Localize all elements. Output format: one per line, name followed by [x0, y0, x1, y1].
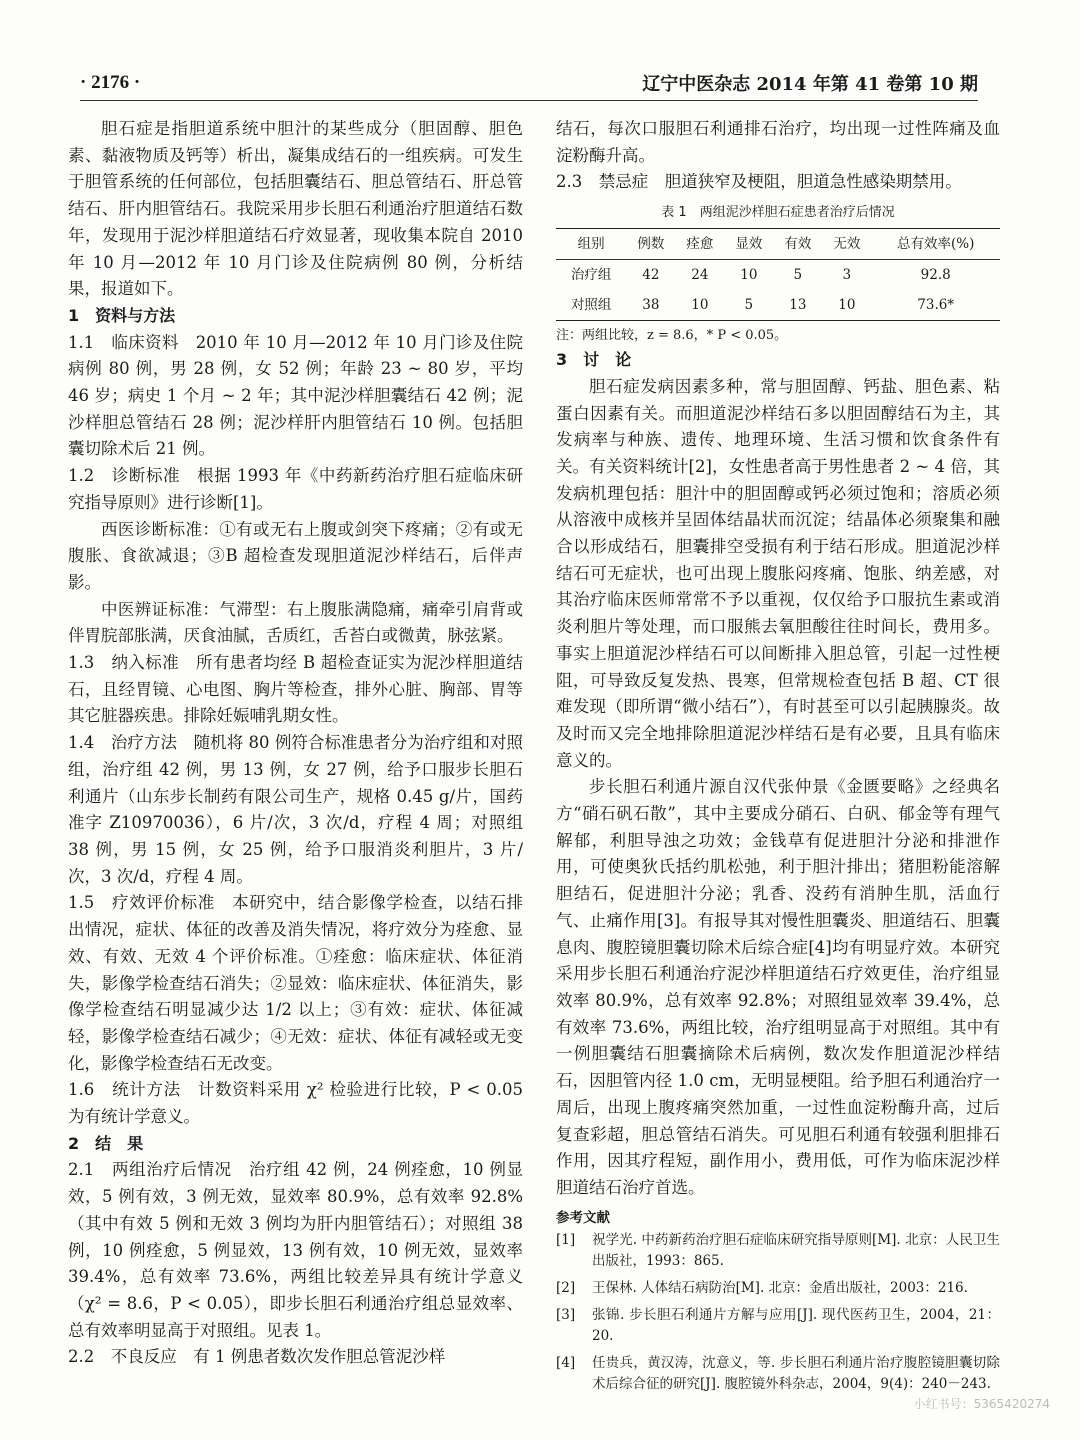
- section-3-heading: 3 讨 论: [556, 350, 632, 370]
- table-row: [556, 260, 1000, 291]
- reference-text: 张锦. 步长胆石利通片方解与应用[J]. 现代医药卫生，2004，21：20.: [592, 1306, 1000, 1344]
- discussion-paragraph-1: 胆石症发病因素多种，常与胆固醇、钙盐、胆色素、粘蛋白因素有关。而胆道泥沙样结石多以胆固醇结石为主，其发病率与种族、遗传、地理环境、生活习惯和饮食条件有关。有关资料统计[2]，女性患者高于男性患者 2 ~ 4 倍，其发病机理包括：胆汁中的胆固醇或钙必须过饱和；溶质必须从溶液中成核并呈固体结晶状而沉淀；结晶体必须聚集和融合以形成结石，胆囊排空受损有利于结石形成。胆道泥沙样结石可无症状，也可出现上腹胀闷疼痛、饱胀、纳差感，对其治疗临床医师常常不予以重视，仅仅给予口服抗生素或消炎利胆片等处理，而口服熊去氧胆酸往往时间长，费用多。事实上胆道泥沙样结石可以间断排入胆总管，引起一过性梗阻，可导致反复发热、畏寒，但常规检查包括 B 超、CT 很难发现（即所谓“微小结石”），有时甚至可以引起胰腺炎。故及时而又完全地排除胆道泥沙样结石是有必要，且具有临床意义的。: [556, 376, 1000, 770]
- section-1-4: [68, 730, 523, 890]
- section-1-2-text: 根据 1993 年《中药新药治疗胆石症临床研究指导原则》进行诊断[1]。: [68, 466, 524, 512]
- table-cell: 5: [744, 297, 754, 314]
- section-1-1-title: 1.1 临床资料: [68, 332, 179, 352]
- table-cell: 10: [740, 267, 758, 284]
- section-1-5: [68, 890, 523, 1077]
- table-cell: 治疗组: [570, 267, 612, 284]
- table-header-cell: 显效: [735, 236, 763, 253]
- section-1-1-text: 2010 年 10 月—2012 年 10 月门诊及住院病例 80 例，男 28 例，女 52 例；年龄 23 ~ 80 岁，平均 46 岁；病史 1 个月 ~ 2 年；其中泥沙样胆囊结石 42 例；泥沙样胆总管结石 28 例；泥沙样肝内胆管结石 10 例。包括胆囊切除术后 21 例。: [68, 332, 523, 459]
- table-cell: 73.6*: [917, 297, 955, 314]
- section-1-6: [68, 1077, 523, 1130]
- section-2-1-text: 治疗组 42 例，24 例痊愈，10 例显效，5 例有效，3 例无效，显效率 80.9%，总有效率 92.8%（其中有效 5 例和无效 3 例均为肝内胆管结石）；对照组 38 例，10 例痊愈，5 例显效，13 例有效，10 例无效，显效率 39.4%，总有效率 73.6%，两组比较差异具有统计学意义（χ² = 8.6，P < 0.05），即步长胆石利通治疗组总显效率、总有效率明显高于对照组。见表 1。: [68, 1160, 524, 1340]
- section-1-4-title: 1.4 治疗方法: [68, 733, 178, 753]
- table-header-cell: 总有效率(%): [896, 236, 975, 253]
- table-cell: 10: [838, 297, 856, 314]
- references-heading: 参考文献: [556, 1209, 610, 1226]
- results-table: [556, 228, 1000, 321]
- section-1-heading: 1 资料与方法: [68, 305, 176, 325]
- table-header-cell: 有效: [784, 236, 812, 253]
- section-2-3-text: 胆道狭窄及梗阻，胆道急性感染期禁用。: [664, 172, 962, 192]
- tcm-criteria: 中医辨证标准：气滞型：右上腹胀满隐痛，痛牵引肩背或伴胃脘部胀满，厌食油腻，舌质红，舌苔白或微黄，脉弦紧。: [68, 599, 523, 646]
- table-cell: 5: [793, 267, 803, 284]
- reference-text: 祝学光. 中药新药治疗胆石症临床研究指导原则[M]. 北京：人民卫生出版社，1993：865.: [592, 1231, 1000, 1269]
- watermark: 小红书号：5365420274: [913, 1397, 1050, 1411]
- page-number: · 2176 ·: [80, 72, 141, 93]
- left-column: [68, 116, 523, 1371]
- section-2-2-title: 2.2 不良反应: [68, 1347, 177, 1367]
- reference-number: [2]: [556, 1279, 576, 1296]
- journal-title: 辽宁中医杂志 2014 年第 41 卷第 10 期: [642, 74, 978, 95]
- page-header: [80, 66, 978, 101]
- right-column: [556, 116, 1000, 1401]
- section-1-6-text: 计数资料采用 χ² 检验进行比较，P < 0.05 为有统计学意义。: [68, 1080, 524, 1127]
- table-header-cell: 痊愈: [686, 236, 714, 253]
- reference-text: 任贵兵，黄汉涛，沈意义，等. 步长胆石利通片治疗腹腔镜胆囊切除术后综合征的研究[J]. 腹腔镜外科杂志，2004，9(4)：240－243.: [592, 1354, 1000, 1392]
- discussion-paragraph-2: 步长胆石利通片源自汉代张仲景《金匮要略》之经典名方“硝石矾石散”，其中主要成分硝石、白矾、郁金等有理气解郁，利胆导浊之功效；金钱草有促进胆汁分泌和排泄作用，可使奥狄氏括约肌松弛，利于胆汁排出；猪胆粉能溶解胆结石，促进胆汁分泌；乳香、没药有消肿生肌，活血行气、止痛作用[3]。有报导其对慢性胆囊炎、胆道结石、胆囊息肉、腹腔镜胆囊切除术后综合症[4]均有明显疗效。本研究采用步长胆石利通治疗泥沙样胆道结石疗效更佳，治疗组显效率 80.9%，总有效率 92.8%；对照组显效率 39.4%，总有效率 73.6%，两组比较，治疗组明显高于对照组。其中有一例胆囊结石胆囊摘除术后病例，数次发作胆道泥沙样结石，因胆管内径 1.0 cm，无明显梗阻。给予胆石利通治疗一周后，出现上腹疼痛突然加重，一过性血淀粉酶升高，过后复查彩超，胆总管结石消失。可见胆石利通有较强利胆排石作用，因其疗程短，副作用小，费用低，可作为临床泥沙样胆道结石治疗首选。: [556, 777, 1000, 1197]
- table-cell: 92.8: [920, 267, 951, 284]
- section-1-4-text: 随机将 80 例符合标准患者分为治疗组和对照组，治疗组 42 例，男 13 例，女 27 例，给予口服步长胆石利通片（山东步长制药有限公司生产，规格 0.45 g/片，国药准字 Z10970036），6 片/次，3 次/d，疗程 4 周；对照组 38 例，男 15 例，女 25 例，给予口服消炎利胆片，3 片/次，3 次/d，疗程 4 周。: [68, 733, 523, 886]
- reference-item: [556, 1353, 1000, 1395]
- reference-number: [1]: [556, 1231, 576, 1248]
- reference-item: [556, 1305, 1000, 1347]
- table-header-cell: 例数: [637, 236, 665, 253]
- section-1-5-title: 1.5 疗效评价标准: [68, 893, 215, 913]
- section-2-1-title: 2.1 两组治疗后情况: [68, 1160, 232, 1180]
- western-criteria: 西医诊断标准：①有或无右上腹或剑突下疼痛；②有或无腹胀、食欲减退；③B 超检查发现胆道泥沙样结石，后伴声影。: [68, 519, 523, 592]
- table-cell: 42: [642, 267, 660, 284]
- intro-paragraph: 胆石症是指胆道系统中胆汁的某些成分（胆固醇、胆色素、黏液物质及钙等）析出，凝集成结石的一组疾病。可发生于胆管系统的任何部位，包括胆囊结石、胆总管结石、肝总管结石、肝内胆管结石。我院采用步长胆石利通治疗胆道结石数年，发现用于泥沙样胆道结石疗效显著，现收集本院自 2010 年 10 月—2012 年 10 月门诊及住院病例 80 例，分析结果，报道如下。: [68, 119, 523, 299]
- table-header-cell: 无效: [833, 236, 861, 253]
- section-1-6-title: 1.6 统计方法: [68, 1080, 181, 1100]
- table-header-cell: 组别: [577, 236, 605, 253]
- table-cell: 38: [642, 297, 660, 314]
- section-2-3-title: 2.3 禁忌症: [556, 172, 649, 192]
- section-2-2-text: 有 1 例患者数次发作胆总管泥沙样: [193, 1347, 446, 1367]
- section-2-1: [68, 1157, 523, 1344]
- table-note: 注：两组比较，z = 8.6，* P < 0.05。: [556, 328, 788, 344]
- section-1-5-text: 本研究中，结合影像学检查，以结石排出情况，症状、体征的改善及消失情况，将疗效分为痊愈、显效、有效、无效 4 个评价标准。①痊愈：临床症状、体征消失，影像学检查结石消失；②显效：临床症状、体征消失，影像学检查结石明显减少达 1/2 以上；③有效：症状、体征减轻，影像学检查结石减少；④无效：症状、体征有减轻或无变化，影像学检查结石无改变。: [68, 893, 524, 1073]
- table-row: [556, 290, 1000, 321]
- table-cell: 3: [842, 267, 852, 284]
- reference-text: 王保林. 人体结石病防治[M]. 北京：金盾出版社，2003：216.: [592, 1279, 968, 1296]
- table-cell: 对照组: [570, 297, 612, 314]
- section-1-1: [68, 330, 523, 464]
- section-2-heading: 2 结 果: [68, 1133, 144, 1153]
- section-1-3-title: 1.3 纳入标准: [68, 653, 180, 673]
- table-cell: 13: [789, 297, 807, 314]
- section-2-3: [556, 169, 1000, 196]
- table-header-row: [556, 229, 1000, 260]
- reference-number: [4]: [556, 1354, 576, 1371]
- section-1-2-title: 1.2 诊断标准: [68, 466, 181, 486]
- section-2-2-continued: 结石，每次口服胆石利通排石治疗，均出现一过性阵痛及血淀粉酶升高。: [556, 119, 1000, 165]
- table-cell: 24: [691, 267, 709, 284]
- table-cell: 10: [691, 297, 709, 314]
- reference-item: [556, 1230, 1000, 1272]
- reference-item: [556, 1278, 1000, 1299]
- section-1-3-text: 所有患者均经 B 超检查证实为泥沙样胆道结石，且经胃镜、心电图、胸片等检查，排外心脏、胸部、胃等其它脏器疾患。排除妊娠哺乳期女性。: [68, 653, 523, 726]
- section-1-2: [68, 463, 523, 516]
- section-1-3: [68, 650, 523, 730]
- table-caption: 表 1 两组泥沙样胆石症患者治疗后情况: [661, 205, 895, 221]
- section-2-2: [68, 1344, 523, 1371]
- reference-number: [3]: [556, 1306, 576, 1323]
